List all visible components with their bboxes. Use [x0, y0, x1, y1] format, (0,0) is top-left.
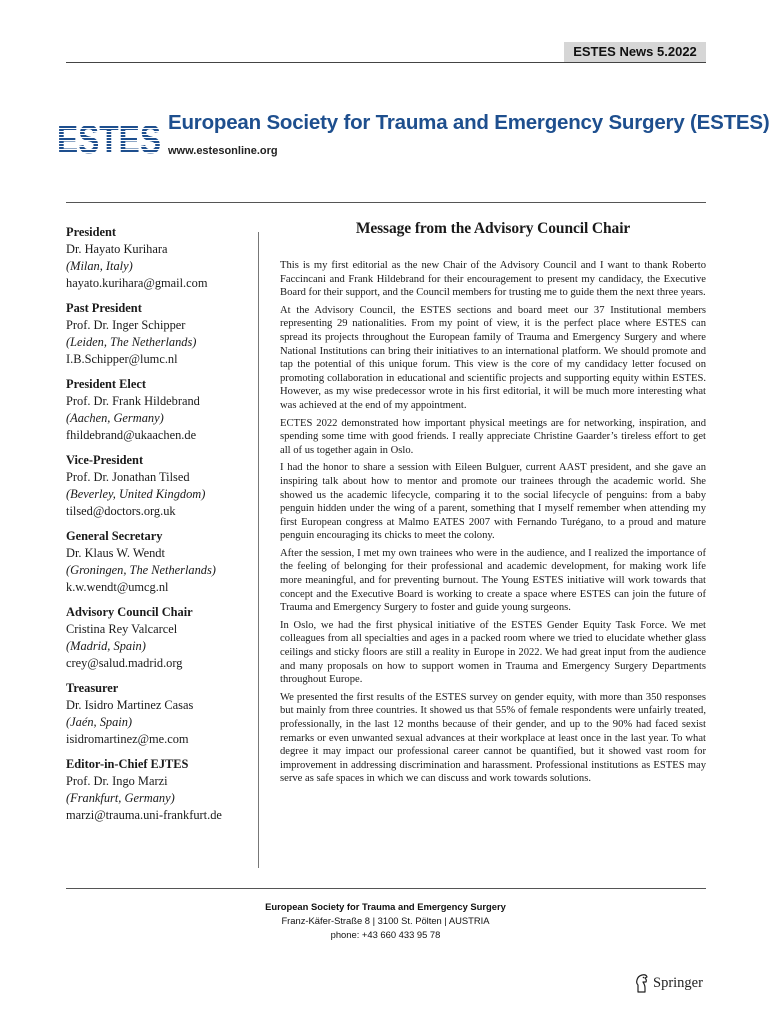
header-rule — [66, 202, 706, 203]
officer-editor-in-chief — [66, 756, 251, 824]
officer-location: (Jaén, Spain) — [66, 715, 133, 729]
officer-past-president — [66, 300, 251, 368]
issue-label: ESTES News 5.2022 — [564, 42, 706, 62]
article-paragraph: This is my first editorial as the new Chair of the Advisory Council and I want to thank Roberto Faccincani and Frank Hildebrand for their encouragement to present my candidacy, the Executive Board for their support, and the Council members for trusting me to guide them the next three years. — [280, 260, 706, 299]
officer-name: Prof. Dr. Jonathan Tilsed — [66, 470, 190, 484]
article-paragraph: We presented the first results of the ESTES survey on gender equity, with more than 350 responses but mainly from three countries. It showed us that 55% of female respondents were unfairly treated, professionally, in the last 12 months because of their gender, and up to the 90% had faced sexist remarks or even unwanted sexual advances at their workplace at least once in the last year. To what degree it may impact our professional career cannot be quantified, but it showed vast room for improvement in addressing discrimination and harassment. Professional institutions as ESTES may serve as safe spaces in which we can discuss and work towards solutions. — [280, 691, 706, 785]
officer-name: Dr. Hayato Kurihara — [66, 242, 168, 256]
officer-email[interactable]: tilsed@doctors.org.uk — [66, 504, 176, 518]
officer-location: (Beverley, United Kingdom) — [66, 487, 206, 501]
officer-role: President Elect — [66, 377, 146, 391]
officer-location: (Madrid, Spain) — [66, 639, 146, 653]
officer-email[interactable]: marzi@trauma.uni-frankfurt.de — [66, 808, 222, 822]
article — [280, 220, 706, 790]
article-paragraph: ECTES 2022 demonstrated how important physical meetings are for networking, inspiration, and spending some time with good friends. I really appreciate Christine Gaarder’s tireless effort to get all of us together again in Oslo. — [280, 417, 706, 456]
officer-president-elect — [66, 376, 251, 444]
footer-phone: phone: +43 660 433 95 78 — [330, 929, 441, 940]
officer-name: Cristina Rey Valcarcel — [66, 622, 178, 636]
publisher-name: Springer — [653, 974, 703, 991]
footer-address: Franz-Käfer-Straße 8 | 3100 St. Pölten | AUSTRIA — [281, 915, 490, 926]
officer-president — [66, 224, 251, 292]
estes-logo — [57, 118, 161, 162]
officer-role: Editor-in-Chief EJTES — [66, 757, 189, 771]
officer-vice-president — [66, 452, 251, 520]
article-paragraph: At the Advisory Council, the ESTES sections and board meet our 37 Institutional members representing 29 nationalities. From my point of view, it is the perfect place where ESTES can spread its projects throughout the European family of Trauma and Emergency Surgery and where National Institutions can bring their initiatives to an international platform. We should promote and tap the potential of this unique forum. This view is the core of my candidacy letter focused on promoting collaboration in educational and scientific projects and supporting equity within ESTES. However, as my wise predecessor wrote in his first editorial, it will be much more interesting what was achieved at the end of my appointment. — [280, 304, 706, 411]
officer-email[interactable]: I.B.Schipper@lumc.nl — [66, 352, 178, 366]
officer-email[interactable]: crey@salud.madrid.org — [66, 656, 183, 670]
officer-role: President — [66, 225, 117, 239]
officer-name: Dr. Isidro Martinez Casas — [66, 698, 194, 712]
officer-location: (Leiden, The Netherlands) — [66, 335, 197, 349]
officer-location: (Groningen, The Netherlands) — [66, 563, 216, 577]
officer-location: (Milan, Italy) — [66, 259, 133, 273]
footer-org-name: European Society for Trauma and Emergency Surgery — [265, 901, 506, 912]
logo-text: ESTES — [57, 118, 161, 162]
article-title: Message from the Advisory Council Chair — [355, 220, 631, 237]
officer-role: Vice-President — [66, 453, 144, 467]
officer-name: Prof. Dr. Ingo Marzi — [66, 774, 168, 788]
officer-email[interactable]: fhildebrand@ukaachen.de — [66, 428, 197, 442]
article-paragraph: In Oslo, we had the first physical initiative of the ESTES Gender Equity Task Force. We met colleagues from all specialties and ages in a packed room where we tried to elucidate whether glass ceilings and sticky floors are still a reality in Europe in 2022. We had great input from the audience and many proposals on how to support women in Trauma and Emergency Surgery Departments throughout Europe. — [280, 619, 706, 686]
springer-horse-icon — [633, 973, 650, 994]
springer-logo — [633, 971, 703, 995]
officer-general-secretary — [66, 528, 251, 596]
officer-name: Prof. Dr. Frank Hildebrand — [66, 394, 200, 408]
officer-email[interactable]: hayato.kurihara@gmail.com — [66, 276, 208, 290]
officer-location: (Aachen, Germany) — [66, 411, 164, 425]
officer-email[interactable]: isidromartinez@me.com — [66, 732, 189, 746]
footer-rule — [66, 888, 706, 889]
footer — [0, 900, 771, 942]
article-paragraph: After the session, I met my own trainees who were in the audience, and I realized the importance of the feeling of belonging for their professional and academic development, for making work life more meaningful, and for preventing burnout. The Young ESTES initiative will work towards that concept and the Executive Board is working to create a space where ESTES can join the future of Trauma and Emergency Surgery to foster and guide young surgeons. — [280, 547, 706, 614]
officer-name: Dr. Klaus W. Wendt — [66, 546, 165, 560]
officer-role: Advisory Council Chair — [66, 605, 193, 619]
org-url[interactable]: www.estesonline.org — [168, 145, 278, 157]
officer-location: (Frankfurt, Germany) — [66, 791, 175, 805]
officers-sidebar — [66, 224, 251, 832]
officer-treasurer — [66, 680, 251, 748]
column-divider — [258, 232, 259, 868]
officer-role: Past President — [66, 301, 142, 315]
officer-advisory-council-chair — [66, 604, 251, 672]
top-rule — [66, 62, 706, 63]
org-title: European Society for Trauma and Emergency Surgery (ESTES) — [168, 111, 770, 134]
officer-email[interactable]: k.w.wendt@umcg.nl — [66, 580, 169, 594]
officer-role: Treasurer — [66, 681, 119, 695]
officer-name: Prof. Dr. Inger Schipper — [66, 318, 186, 332]
officer-role: General Secretary — [66, 529, 163, 543]
article-paragraph: I had the honor to share a session with Eileen Bulguer, current AAST president, and she gave an inspiring talk about how to mentor and promote our trainees through the academic world. She showed us the academic lifecycle, comparing it to the social lifecycle of penguins: from a baby penguin hidden under the wing of a parent, something that I myself remember when attending my first European congress at Malmo EATES 2007 with Fernando Turégano, to a proud and mature penguin encouraging its chicks to meet the colony. — [280, 462, 706, 542]
